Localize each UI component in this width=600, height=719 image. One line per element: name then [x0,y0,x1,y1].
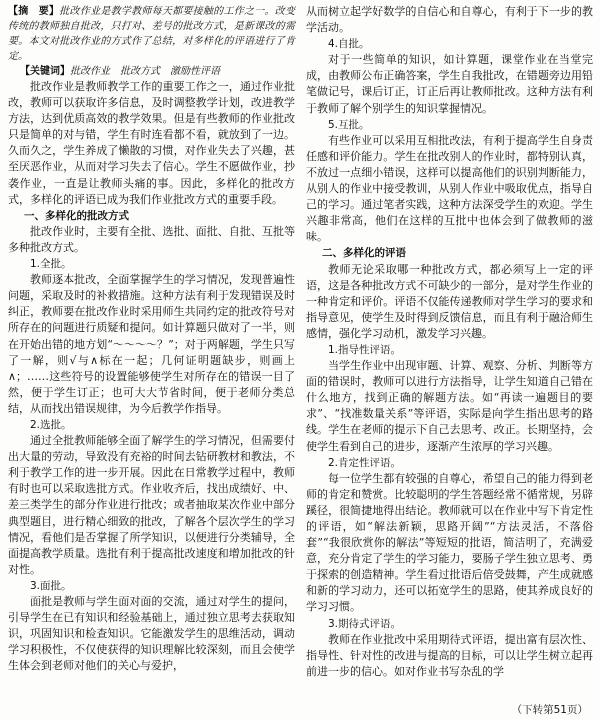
left-heading: 2.选批。 [30,418,72,431]
right-paragraph: 对于一些简单的知识，如计算题，课堂作业在当堂完成，由教师公布正确答案，学生自我批改，在错题旁边用铅笔做记号，课后订正，订正后再让教师批改。这种方法有利于教师了解个别学生的知识掌握情况。 [306,53,593,115]
left-body [8,79,295,674]
right-paragraph: 教师无论采取哪一种批改方式，都必须写上一定的评语，这是各种批改方式不可缺少的一部分，是对学生作业的一种肯定和评价。评语不仅能传递教师对学生学习的要求和指导意见，使学生及时得到反馈信息，而且有利于融洽师生感情，强化学习动机，激发学习兴趣。 [306,262,593,340]
right-paragraph: 当学生作业中出现审题、计算、观察、分析、判断等方面的错误时，教师可以进行方法指导，让学生知道自己错在什么地方，找到正确的解题方法。如“再读一遍题目的要求”、“找准数量关系”等评语，实际是向学生指出思考的路线。学生在老师的提示下自己去思考、改正。长期坚持，会使学生看到自己的进步，逐渐产生浓厚的学习兴趣。 [306,359,593,453]
right-paragraph: 教师在作业批改中采用期待式评语，提出富有层次性、指导性、针对性的改进与提高的目标，可以让学生树立起再前进一步的信心。如对作业书写杂乱的学 [306,632,593,678]
right-heading: 4.自批。 [328,38,370,51]
abstract [8,4,295,64]
right-heading: 二、多样化的评语 [322,247,406,260]
left-heading: 1.全批。 [30,258,72,271]
abstract-label: 【摘 要】 [8,6,60,17]
right-heading: 3.期待式评语。 [328,617,402,630]
continued-note: （下转第51页） [511,704,588,716]
left-paragraph: 面批是教师与学生面对面的交流，通过对学生的提问，引导学生在已有知识和经验基础上，通过独立思考去获取知识，巩固知识和检查知识。它能激发学生的思维活动，调动学习积极性，不仅使获得的知识理解比较深刻，而且会使学生体会到老师对他们的关心与爱护， [8,595,295,673]
left-paragraph: 批改作业时，主要有全批、选批、面批、自批、互批等多种批改方式。 [8,224,295,254]
abstract-text: 批改作业是教学教师每天都要接触的工作之一。改变传统的教师独自批改，只打对、差号的批改方式，是新课改的需要。本文对批改作业的方式作了总结，对多样化的评语进行了肯定。 [8,6,296,62]
keywords [8,64,295,79]
left-heading: 3.面批。 [30,579,72,592]
right-paragraph: 有些作业可以采用互相批改法，有利于提高学生自身责任感和评价能力。学生在批改别人的作业时，都特别认真，不放过一点细小错误，这样可以提高他们的识别判断能力，从别人的作业中接受教训，从别人作业中吸取优点，指导自己的学习。通过笔者实践，这种方法深受学生的欢迎。学生兴趣非常高，他们在这样的互批中也体会到了做教师的滋味。 [306,133,593,244]
left-paragraph: 教师逐本批改，全面掌握学生的学习情况，发现普遍性问题，采取及时的补救措施。这种方法有利于发现错误及时纠正，教师要在批改作业时采用师生共同约定的批改符号对所存在的问题进行质疑和提问。如计算题只做对了一半，则在开始出错的地方划“～～～～？”；对于两解题，学生只写了一解，则√与∧标在一起；几何证明题缺步，则画上∧；……这些符号的设置能够使学生对所存在的错误一目了然，便于学生订正；也可大大节省时间，便于老师分类总结，从而找出错误规律，为今后教学作指导。 [8,273,295,415]
right-paragraph: 每一位学生都有较强的自尊心，希望自己的能力得到老师的肯定和赞赏。比较聪明的学生答题经常不循常规，另辟蹊径，很简捷地得出结论。教师就可以在作业中写下肯定性的评语，如“解法新颖，思路开阔”“方法灵活，不落俗套”“我很欣赏你的解法”等短短的批语，简洁明了，充满爱意，充分肯定了学生的学习能力，要肠子学生独立思考、勇于探索的创造精神。学生看过批语后倍受鼓舞，产生成就感和新的学习动力，还可以拓宽学生的思路，使其养成良好的学习习惯。 [306,471,593,614]
left-paragraph: 通过全批教师能够全面了解学生的学习情况，但需要付出大量的劳动，导致没有充裕的时间去钻研教材和教法，不利于教学工作的进一步开展。因此在日常教学过程中，教师有时也可以采取选批方式。作业收齐后，找出成绩好、中、差三类学生的部分作业进行批改；或者抽取某次作业中部分典型题目，进行精心细致的批改，了解各个层次学生的学习情况，看他们是否掌握了所学知识，以便进行分类辅导，全面提高教学质量。选批有利于提高批改速度和增加批改的针对性。 [8,434,295,576]
keywords-text: 批改作业 批改方式 激励性评语 [70,66,220,77]
keywords-label: 【关键词】 [20,66,70,77]
right-paragraph: 从而树立起学好数学的自信心和自尊心，有利于下一步的教学活动。 [306,5,593,35]
left-column [8,4,295,674]
right-column [306,4,593,680]
left-heading: 一、多样化的批改方式 [24,209,129,222]
right-heading: 1.指导性评语。 [328,343,402,356]
left-paragraph: 批改作业是教师教学工作的重要工作之一，通过作业批改，教师可以获取许多信息，及时调整教学计划，改进教学方法，达到优质高效的教学效果。但是有些教师的作业批改只是简单的对与错，学生有时连看都不看，就放到了一边。久而久之，学生养成了懒散的习惯，对作业失去了兴趣，甚至厌恶作业，从而对学习失去了信心。学生不愿做作业，抄袭作业，一直是让教师头痛的事。因此，多样化的批改方式，多样化的评语已成为我们作业批改方式的重要手段。 [8,80,295,206]
right-heading: 2.肯定性评语。 [328,456,402,469]
right-heading: 5.互批。 [328,118,370,131]
right-body [306,4,593,680]
